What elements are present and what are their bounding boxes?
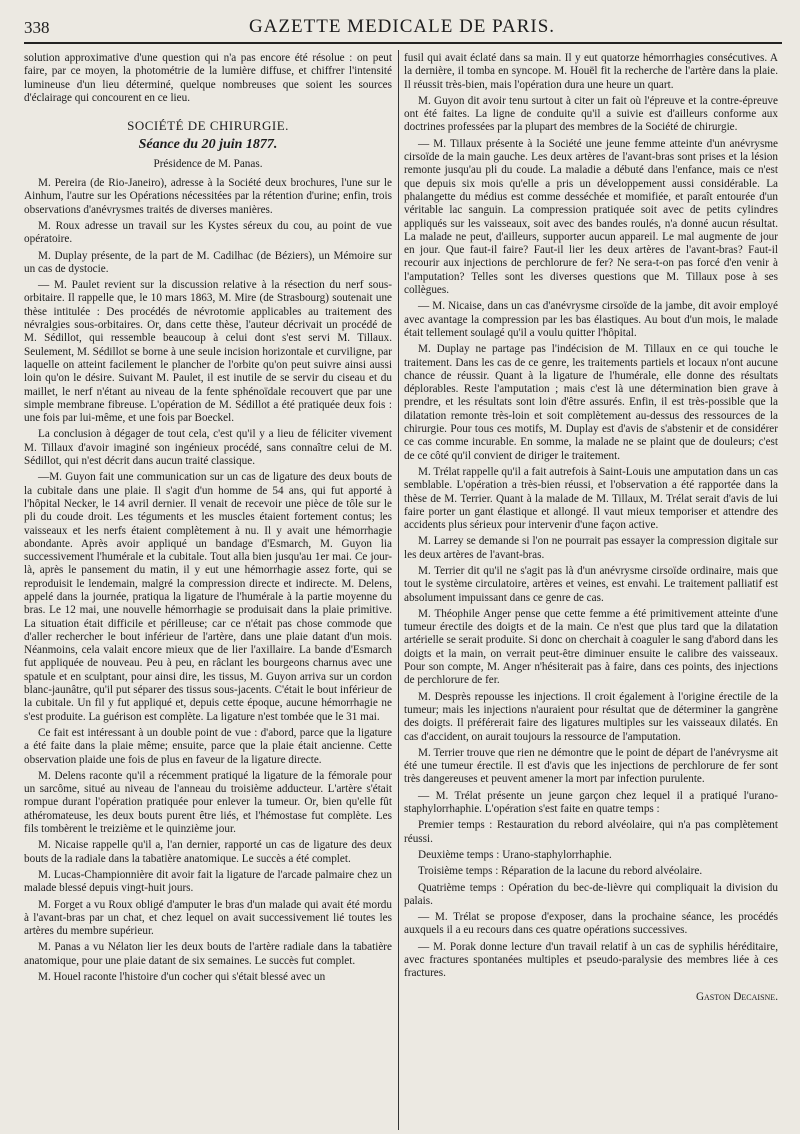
paragraph: M. Forget a vu Roux obligé d'amputer le bras d'un malade qui avait été mordu à l'avant-bras par un chat, et chez lequel on avait successivement lié toutes les artères du membre supérieur. — [24, 898, 392, 938]
paragraph: —M. Guyon fait une communication sur un cas de ligature des deux bouts de la cubitale dans une plaie. Il s'agit d'un homme de 54 ans, qui fut apporté à l'hôpital Necker, le 14 avril dernier. Il venait de recevoir une pièce de tôle sur le pli du coude droit. Les téguments et les muscles étaient fortement contus; les vaisseaux et les nerfs étaient complètement à nu. Il y avait une hémorrhagie abondante. Après avoir appliqué un bandage d'Esmarch, M. Guyon lia successivement l'humérale et la cubitale. Tout alla bien jusqu'au 1er mai. Ce jour-là, après le pansement du matin, il y eut une hémorrhagie assez forte, qui se reproduisit le lendemain, malgré la compression directe et indirecte. M. Delens, appelé dans la journée, pratiqua la ligature de l'humérale à la partie moyenne du bras. Le 12 mai, une nouvelle hémorrhagie se produisait dans la plaie primitive. La situation était difficile et périlleuse; car ce n'était pas chose commode que d'aller rechercher le bout inférieur de l'artère, dans une plaie datant d'un mois. Néanmoins, cela valait encore mieux que de lier l'axillaire. La bande d'Esmarch fut appliquée de nouveau. Peu à peu, en râclant les bourgeons charnus avec une spatule et en sculptant, pour ainsi dire, les tissus, M. Guyon arriva sur un cordon blanc-jaunâtre, qu'il put séparer des tissus sous-jacents. C'était le bout inférieur de la cubitale. Un fil y fut appliqué et, depuis cette époque, aucune hémorrhagie ne s'est produite. La guérison est complète. La ligature n'est tombée que le 31 mai. — [24, 471, 392, 723]
paragraph: M. Trélat rappelle qu'il a fait autrefois à Saint-Louis une amputation dans un cas semblable. L'opération a très-bien réussi, et l'observation a été rapportée dans la thèse de M. Terrier. Quant à la malade de M. Tillaux, M. Trélat serait d'avis de lui faire porter un gant élastique et allongé. Il vaut mieux temporiser et attendre des accidents plus sérieux pour intervenir d'une façon active. — [404, 465, 778, 532]
right-column — [404, 52, 778, 1007]
paragraph: M. Lucas-Championnière dit avoir fait la ligature de l'arcade palmaire chez un malade blessé depuis vingt-huit jours. — [24, 868, 392, 895]
page-number: 338 — [24, 18, 50, 37]
paragraph: Troisième temps : Réparation de la lacune du rebord alvéolaire. — [418, 865, 703, 878]
paragraph: M. Panas a vu Nélaton lier les deux bouts de l'artère radiale dans la tabatière anatomique, pour une plaie datant de six semaines. Le succès fut complet. — [24, 941, 392, 967]
paragraph: — M. Trélat se propose d'exposer, dans la prochaine séance, les procédés auxquels il a eu recours dans ces quatre opérations successives. — [404, 911, 778, 937]
paragraph: — M. Tillaux présente à la Société une jeune femme atteinte d'un anévrysme cirsoïde de la main gauche. Les deux artères de l'avant-bras sont prises et la lésion remonte jusqu'au pli du coude. La maladie a débuté dans l'enfance, mais ce n'est que depuis six mois qu'elle a pris un développement aussi considérable. La phalangette du médius est comme desséchée et momifiée, et paraît entourée d'un véritable lac sanguin. La compression pratiquée soit avec de petits cylindres appliqués sur les vaisseaux, soit avec des bandes roulés, n'a donné aucun résultat. La malade ne peut, d'ailleurs, supporter aucun appareil. Le mal augmente de jour en jour. Que faut-il faire? Faut-il lier les deux artères de l'avant-bras? Faut-il recourir aux injections de perchlorure de fer? Ne sera-t-on pas forcé d'en venir à l'amputation? Telles sont les diverses questions que M. Tillaux pose à ses collègues. — [404, 137, 778, 297]
paragraph: M. Larrey se demande si l'on ne pourrait pas essayer la compression digitale sur les deux artères de l'avant-bras. — [404, 535, 778, 561]
column-divider — [398, 50, 399, 1130]
paragraph: M. Houel raconte l'histoire d'un cocher qui s'était blessé avec un — [38, 971, 326, 983]
page-header — [24, 14, 780, 40]
paragraph: — M. Trélat présente un jeune garçon chez lequel il a pratiqué l'urano-staphylorrhaphie. L'opération s'est faite en quatre temps : — [404, 789, 778, 816]
left-column — [24, 52, 392, 987]
paragraph: M. Terrier trouve que rien ne démontre que le point de départ de l'anévrysme ait été une tumeur érectile. Il est d'avis que les injections de perchlorure de fer sont très dangereuses et peuvent amener la mort par infection purulente. — [404, 746, 778, 786]
paragraph: M. Terrier dit qu'il ne s'agit pas là d'un anévrysme cirsoïde ordinaire, mais que tout le système circulatoire, artères et veines, est envahi. Le traitement palliatif est absolument impuissant dans ce genre de cas. — [404, 564, 778, 604]
paragraph: Quatrième temps : Opération du bec-de-lièvre qui compliquait la division du palais. — [404, 881, 778, 907]
paragraph: Premier temps : Restauration du rebord alvéolaire, qui n'a pas complètement réussi. — [404, 819, 778, 845]
paragraph: M. Nicaise rappelle qu'il a, l'an dernier, rapporté un cas de ligature des deux bouts de la radiale dans la tabatière anatomique. Le succès a été complet. — [24, 839, 392, 865]
paragraph: M. Delens raconte qu'il a récemment pratiqué la ligature de la fémorale pour un sarcôme, situé au niveau de l'anneau du troisième adducteur. L'artère s'était rompue durant l'opération pratiquée pour enlever la tumeur. Or, bien qu'elle fût athéromateuse, les deux bouts purent être liés, et l'hémostase fut complète. Les fils tombèrent le treizième et le quinzième jour. — [24, 769, 392, 836]
paragraph: Deuxième temps : Urano-staphylorrhaphie. — [418, 848, 612, 861]
header-rule — [24, 42, 782, 44]
author-signature: Gaston Decaisne. — [695, 990, 778, 1003]
paragraph: M. Duplay ne partage pas l'indécision de M. Tillaux en ce qui touche le traitement. Dans les cas de ce genre, les traitements partiels et locaux n'ont aucune chance de réussir. Quant à la ligature de l'humérale, elle donne des résultats déplorables. Reste l'amputation ; mais c'est là une détermination bien grave à prendre, et les résultats sont loin d'être assurés. Enfin, il est très-possible que la dilatation remonte très-loin et soit complètement au-dessus des ressources de la chirurgie. Pour tous ces motifs, M. Duplay est d'avis de s'abstenir et de considérer ce cas comme incurable. En somme, la malade ne se plaint que de douleurs; c'est de ce côté qu'il convient de diriger le traitement. — [404, 343, 778, 462]
paragraph: — M. Paulet revient sur la discussion relative à la résection du nerf sous-orbitaire. Il rappelle que, le 10 mars 1863, M. Mire (de Strasbourg) soutenait une thèse intitulée : Des procédés de névrotomie applicables au traitement des névralgies sous-orbitaires. Or, dans cette thèse, l'auteur décrivait un procédé de M. Sédillot, qui ressemble beaucoup à celui dont s'est servi M. Tillaux. Seulement, M. Sédillot se borne à une seule incision horizontale et curviligne, par laquelle on atteint facilement le plancher de l'orbite qu'on peut suivre ainsi aussi loin qu'on le désire. Suivant M. Paulet, il est inutile de se servir du ciseau et du maillet, le nerf n'étant au niveau de la fente sphénoïdale recouvert que par une simple membrane fibreuse. L'opération de M. Sédillot a été pratiquée deux fois : une fois par lui-même, et une fois par Boeckel. — [24, 279, 392, 425]
paragraph: M. Desprès repousse les injections. Il croit également à l'origine érectile de la tumeur; mais les injections n'auraient pour résultat que de déterminer la gangrène des doigts. Il préférerait faire des ligatures multiples sur les vaisseaux dilatés. En cas d'accident, on aurait toujours la ressource de l'amputation. — [404, 690, 778, 743]
journal-title: GAZETTE MEDICALE DE PARIS. — [248, 16, 556, 37]
paragraph: fusil qui avait éclaté dans sa main. Il y eut quatorze hémorrhagies consécutives. A la dernière, il tomba en syncope. M. Houël fit la recherche de l'artère dans la plaie. Il réussit très-bien, mais l'opération dura une heure un quart. — [404, 52, 778, 91]
paragraph: — M. Nicaise, dans un cas d'anévrysme cirsoïde de la jambe, dit avoir employé avec avantage la compression par les bas élastiques. Au bout d'un mois, le malade était tellement soulagé qu'il a voulu quitter l'hôpital. — [404, 300, 778, 339]
paragraph: M. Guyon dit avoir tenu surtout à citer un fait où l'épreuve et la contre-épreuve ont été faites. La ligne de conduite qu'il a suivie est d'ailleurs conforme aux doctrines professées par la plupart des membres de la Société de chirurgie. — [404, 94, 778, 134]
paragraph: M. Pereira (de Rio-Janeiro), adresse à la Société deux brochures, l'une sur le Ainhum, l'autre sur les Opérations nécessitées par la rétention d'urine; enfin, trois observations d'anévrysmes traités de diverses manières. — [24, 177, 392, 216]
paragraph: La conclusion à dégager de tout cela, c'est qu'il y a lieu de féliciter vivement M. Tillaux d'avoir imaginé son ingénieux procédé, sans connaître celui de M. Sédillot, qui n'est décrit dans aucun traité classique. — [24, 428, 392, 468]
section-heading: SOCIÉTÉ DE CHIRURGIE. — [127, 118, 289, 134]
paragraph: Ce fait est intéressant à un double point de vue : d'abord, parce que la ligature a été faite dans la plaie même; ensuite, parce que la plaie était ancienne. Cette observation plaide une fois de plus en faveur de la ligature directe. — [24, 726, 392, 766]
paragraph: M. Théophile Anger pense que cette femme a été primitivement atteinte d'une tumeur érectile des doigts et de la main. Ce n'est que plus tard que la dilatation artérielle se serait produite. Si donc on cherchait à coaguler le sang d'abord dans les doigts et la main, on verrait peut-être diminuer ensuite le calibre des vaisseaux. Pour son compte, M. Anger n'hésiterait pas à faire, dans ces points, des injections de perchlorure de fer. — [404, 607, 778, 687]
paragraph: — M. Porak donne lecture d'un travail relatif à un cas de syphilis héréditaire, avec fractures spontanées multiples et pseudo-paralysie des membres liée à ces fractures. — [404, 940, 778, 980]
paragraph: M. Roux adresse un travail sur les Kystes séreux du cou, au point de vue opératoire. — [24, 219, 392, 246]
paragraph: solution approximative d'une question qui n'a pas encore été résolue : on peut faire, par ce moyen, la photométrie de la lumière diffuse, et chiffrer l'intensité lumineuse d'un lieu déterminé, quelque nombreuses que soient les sources d'éclairage qui concourent en ce lieu. — [24, 52, 392, 104]
session-title: Séance du 20 juin 1877. — [138, 137, 278, 153]
paragraph: M. Duplay présente, de la part de M. Cadilhac (de Béziers), un Mémoire sur un cas de dystocie. — [24, 249, 392, 275]
presidency-line: Présidence de M. Panas. — [153, 157, 263, 170]
